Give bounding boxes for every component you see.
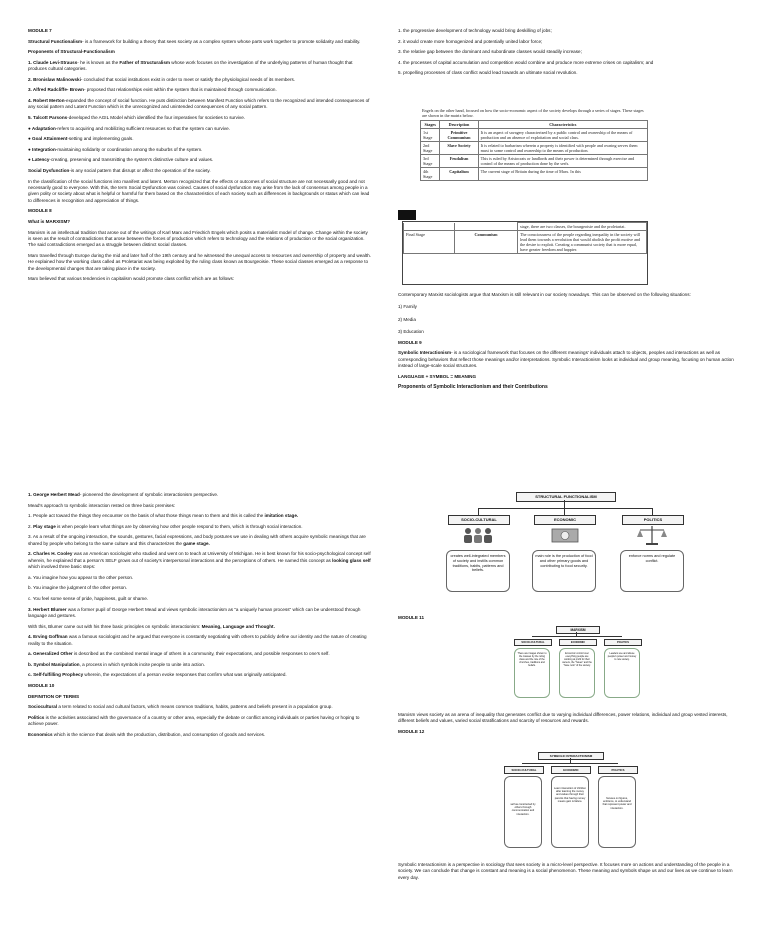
situation-media: 2) Media (398, 316, 416, 322)
proponent-malinowski: 2. Bronislaw Malinowski- concluded that social institutions exist in order to meet or satisfy the physiological needs of its members. (28, 76, 296, 82)
marxism-summary: Marxism views society as an arena of inequality that generates conflict due to varying individual differences, power relations, individual and group vested interests, different beliefs and values, varied social stratifications and scarcity of resources and rewards. (398, 712, 728, 724)
tendency-4: 4. the processes of capital accumulation and competition would combine and produce more extreme crises on capitalism; and (398, 59, 654, 65)
si-diagram-title: SYMBOLIC INTERACTIONISM (538, 752, 604, 760)
cell: Primitive Communism (440, 129, 478, 142)
what-is-marxism-heading: What is MARXISM? (28, 218, 71, 224)
table-row (421, 155, 648, 168)
cell: Slave Society (440, 142, 478, 155)
sf-diagram-title: STRUCTURAL FUNCTIONALISM (516, 492, 616, 502)
cell: stage, there are two classes, the bourgeoisie and the proletariat. (518, 223, 647, 231)
generalized-other: a. Generalized Other is described as the combined mental image of others in a community, their expectations, and possible responses to one's self. (28, 651, 330, 657)
marxism-diagram (512, 626, 642, 702)
marxism-contemporary-block (398, 292, 741, 395)
scales-icon (636, 524, 668, 546)
proponent-radcliffe-brown: 3. Alfred Radcliffe- Brown- proposed that relationships exist within the system that is maintained through communication. (28, 87, 277, 93)
mead-premise-3: 3. As a result of the ongoing interaction, the sounds, gestures, facial expressions, and body postures we use in dealing with others acquire symbolic meanings that are shared by people who belong to the same culture and this characterizes the game stage. (28, 534, 366, 546)
politics-def: Politics is the activities associated with the governance of a country or other area, especially the debate or conflict among individuals or parties having or hoping to achieve power. (28, 714, 360, 727)
si-politics-text: focuses on figures, emblems, to understand that represent power and interaction. (598, 776, 636, 848)
structural-functionalism-def: Structural Functionalism- is a framework for building a theory that sees society as a complex system whose parts work together to promote solidarity and stability. (28, 38, 361, 44)
module-11-block (398, 615, 741, 626)
marxism-diagram-title: MARXISM (556, 626, 600, 634)
cell: This is ruled by Aristocrats or landlords and their power is determined through exercise and control of the means of production done by the serfs. (478, 155, 647, 168)
cooley-step-b: b. You imagine the judgment of the other person. (28, 585, 128, 591)
engels-stages-table-continued (402, 221, 648, 285)
cooley-step-a: a. You imagine how you appear to the other person. (28, 574, 134, 580)
marx-capitalism-paragraph: Marx believed that various tendencies in capitalism would promote class conflict which are as follows: (28, 276, 235, 282)
proponents-si-heading: Proponents of Symbolic Interactionism and their Contributions (398, 384, 548, 391)
symbolic-interactionism-def: Symbolic Interactionism- is a sociological framework that focuses on the different meanings' individuals attach to objects, peoples and interactions as well as corresponding behaviors that reflect those meanings and/or interpretations. Symbolic Interactionism looks at individual and group meaning, focusing on human action instead of large-scale social structures. (398, 350, 734, 369)
tendency-2: 2. it would create more homogenized and potentially united labor force; (398, 38, 543, 44)
cell: It is an aspect of savagery characterized by a public control and ownership of the means of production and an absence of exploitation and social class. (478, 129, 647, 142)
situation-family: 1) Family (398, 304, 417, 310)
sf-economic-label: ECONOMIC (534, 515, 596, 525)
agil-goal: ● Goal Attainment-setting and implementing goals. (28, 136, 134, 142)
sociocultural-def: Sociocultural a term related to social and cultural factors, which means common traditions, habits, patterns and beliefs present in a population group. (28, 704, 333, 710)
self-fulfilling-prophecy: c. Self-fulfilling Prophecy wherein, the expectations of a person evoke responses that confirm what was originally anticipated. (28, 672, 287, 678)
agil-latency: ● Latency-creating, preserving and transmitting the system's distinctive culture and values. (28, 157, 214, 163)
mead-intro: Mead's approach to symbolic interaction rested on three basic premises: (28, 502, 176, 508)
marxism-politics-label: POLITICS (604, 639, 642, 646)
th-characteristics: Characteristics (478, 121, 647, 129)
proponent-merton: 4. Robert Merton-expanded the concept of social function. He puts distinction between Manifest Function which refers to the recognized and intended consequences of any social pattern and Latent Function which is the unrecognized and unintended consequences of any social pattern. (28, 97, 370, 110)
blumer-principles: With this, Blumer came out with his three basic principles on symbolic interactionism: Meaning, Language and Thought. (28, 623, 275, 629)
table-row (421, 168, 648, 181)
proponent-levi-strauss: 1. Claude Levi-Strauss- he is known as the Father of Structuralism whose work focuses on the investigation of the underlying patterns of human thought that produces cultural categories. (28, 59, 353, 72)
si-summary: Symbolic Interactionism is a perspective in sociology that sees society in a micro-level perspective. It focuses more on actions and understanding of the people in a society. We can conclude that change is constant and meaning is a social phenomenon. These meaning and symbols shape us and our lives as we continue to learn every day. (398, 862, 733, 880)
th-stages: Stages (421, 121, 440, 129)
module-10-heading: MODULE 10 (28, 682, 55, 688)
black-redaction-box (398, 210, 416, 220)
economics-def: Economics which is the science that deals with the production, distribution, and consumption of goods and services. (28, 731, 266, 737)
agil-integration: ● Integration-maintaining solidarity or coordination among the suburbs of the system. (28, 146, 203, 152)
tendency-5: 5. propelling processes of class conflict would lead towards an ultimate social revolution. (398, 70, 578, 76)
contemporary-paragraph: Contemporary Marxist sociologists argue that Marxism is still relevant in our society nowadays. This can be observed on the following situations: (398, 292, 691, 297)
module-11-12-text (398, 712, 741, 740)
marxism-paragraph: Marxism is an intellectual tradition that arose out of the writings of Karl Marx and Friedrich Engels which posits a materialist model of change. Change within the society is seen as the result of contradictions that arose between the forces of production which refers to technology and the relations of production or the social organization. The said contradictions emerged as a struggle between distinct social classes. (28, 229, 368, 248)
module-9-heading: MODULE 9 (398, 339, 422, 345)
structural-functionalism-diagram (440, 492, 690, 612)
module-11-heading: MODULE 11 (398, 615, 425, 620)
table-row (404, 223, 647, 231)
si-politics-label: POLITICS (598, 766, 638, 774)
sf-politics-label: POLITICS (622, 515, 684, 525)
cooley-step-c: c. You feel some sense of pride, happiness, guilt or shame. (28, 595, 149, 601)
cooley-paragraph: 2. Charles H. Cooley was an American sociologist who studied and went on to teach at University of Michigan. He is best known for his socio-psychological concept self wherein, he explained that a person's SELF grows out of society's interpersonal interactions and the perceptions of others. He named this concept as looking glass self which involved three basic steps: (28, 551, 371, 570)
si-economic-text: Learn interaction of children after learning the money and values through their parents that having money means gain is failure. (551, 776, 589, 848)
engels-stages-table-part2 (403, 222, 647, 254)
tendency-3: 3. the relative gap between the dominant and subordinate classes would steadily increase; (398, 49, 582, 55)
marxism-sociocultural-text: There are images shown to the masses by the ruling class and the role of the churches, traditions and beliefs. (514, 648, 550, 698)
cell: It is related to barbarism wherein a property is identified with people and owning serves them must to some control and ownership to the means of production. (478, 142, 647, 155)
proponents-heading: Proponents of Structural-Functionalism (28, 49, 115, 55)
mead-premise-1: 1. People act toward the things they encounter on the basis of what those things mean to them and this is called the imitation stage. (28, 513, 299, 519)
cell: The consciousness of the people regarding inequality in the society will lead them towards a revolution that would abolish the profit motive and the desire to exploit. Creating a communist society that is more equal, have greater freedom and happier. (518, 231, 647, 254)
symbolic-interactionism-column (28, 492, 371, 742)
definition-of-terms-heading: DEFINITION OF TERMS (28, 693, 80, 699)
sf-politics-text: enforce norms and regulate conflict. (620, 550, 684, 592)
people-icon (460, 526, 496, 544)
engels-stages-table-image (420, 108, 648, 216)
tendency-1: 1. the progressive development of technology would bring deskilling of jobs; (398, 28, 552, 33)
symbolic-interactionism-diagram (500, 752, 640, 852)
sf-economic-text: main role is the production of food and other primary goods and contributing to food security. (532, 550, 596, 592)
situation-education: 3) Education (398, 329, 424, 335)
cell: 4th Stage (421, 168, 440, 181)
module-8-heading: MODULE 8 (28, 208, 52, 214)
cell: 1st Stage (421, 129, 440, 142)
goffman-paragraph: 4. Erving Goffman was a famous sociologist and he argued that everyone is constantly negotiating with others to publicly define our identity and the nature of creating reality to the situation. (28, 634, 367, 646)
th-description: Description (440, 121, 478, 129)
merton-paragraph: In the classification of the social functions into manifest and latent. Merton recognized that the effects or outcomes of social structure are not necessarily good and not necessarily good to everyone. With this, the term Social Dysfunction was coined. Causes of social dysfunction may arise from the lack of consensus among people in a given polity or society about what is helpful or harmful for them based on the characteristics of each society such as differences in backgrounds or status which can lead to differences in recognition and appreciation of things. (28, 178, 370, 203)
engels-stages-table (420, 120, 648, 181)
marx-europe-paragraph: Marx travelled through Europe during the mid and later half of the 19th century and he witnessed the unequal access to resources and ownership of property and wealth. He explained how the working class called as Proletariat was being exploited by the ruling class known as Bourgeoisie. These social classes emerged as a response to the developmental changes that are taking place in the society. (28, 252, 371, 271)
module-12-heading: MODULE 12 (398, 729, 425, 734)
table-row (421, 129, 648, 142)
cell: Communism (455, 231, 518, 254)
si-summary-block (398, 862, 741, 885)
marxism-sociocultural-label: SOCIO-CULTURAL (514, 639, 552, 646)
table-intro: Engels on the other hand, focused on how the socio-economic aspect of the society develops through a series of stages. These stages are shown in the matrix below. (422, 108, 644, 118)
si-sociocultural-text: self as constructed by others through communication and interaction. (504, 776, 542, 848)
money-icon (550, 525, 580, 545)
cell: 3rd Stage (421, 155, 440, 168)
cell: 2nd Stage (421, 142, 440, 155)
mead-premise-2: 2. Play stage is when people learn what things are by observing how other people respond to them, which is through social interaction. (28, 523, 303, 529)
blumer-paragraph: 3. Herbert Blumer was a former pupil of George Herbert Mead and views symbolic interactionism as "a uniquely human process" which can be understood through language and gestures. (28, 606, 361, 618)
table-row (404, 231, 647, 254)
si-economic-label: ECONOMIC (551, 766, 591, 774)
sf-sociocultural-label: SOCIO-CULTURAL (448, 515, 510, 525)
cell: Feudalism (440, 155, 478, 168)
sf-sociocultural-text: creates well-integrated members of society and instills common traditions, habits, patterns and beliefs. (446, 550, 510, 592)
cell: Final Stage (404, 231, 455, 254)
module-7-8-column (28, 28, 371, 287)
si-sociocultural-label: SOCIO-CULTURAL (504, 766, 544, 774)
formula: LANGUAGE + SYMBOL = MEANING (398, 373, 477, 379)
mead-paragraph: 1. George Herbert Mead- pioneered the development of symbolic interactionism perspective. (28, 492, 219, 497)
marxism-politics-text: Leaders use and abuse people's power and money to rule society. (604, 648, 640, 698)
module-7-heading: MODULE 7 (28, 28, 52, 33)
social-dysfunction-def: Social Dysfunction-is any social pattern that disrupt or affect the operation of the society. (28, 167, 211, 173)
cell: Capitalism (440, 168, 478, 181)
marxism-economic-label: ECONOMIC (559, 639, 597, 646)
cell: The current stage of Britain during the time of Marx. In this (478, 168, 647, 181)
symbol-manipulation: b. Symbol Manipulation, a process in which symbols incite people to unite into action. (28, 661, 205, 667)
table-row (421, 142, 648, 155)
agil-adaptation: ● Adaptation-refers to acquiring and mobilizing sufficient resources so that the system can survive. (28, 125, 230, 131)
proponent-parsons: 5. Talcott Parsons-developed the AGIL Model which identified the four imperatives for societies to survive. (28, 114, 246, 120)
marxism-continued-column (398, 28, 741, 81)
marxism-economic-text: Economic control over everything people are working at profit for their owners, the "haves" and the "have nots" of the society. (559, 648, 595, 698)
